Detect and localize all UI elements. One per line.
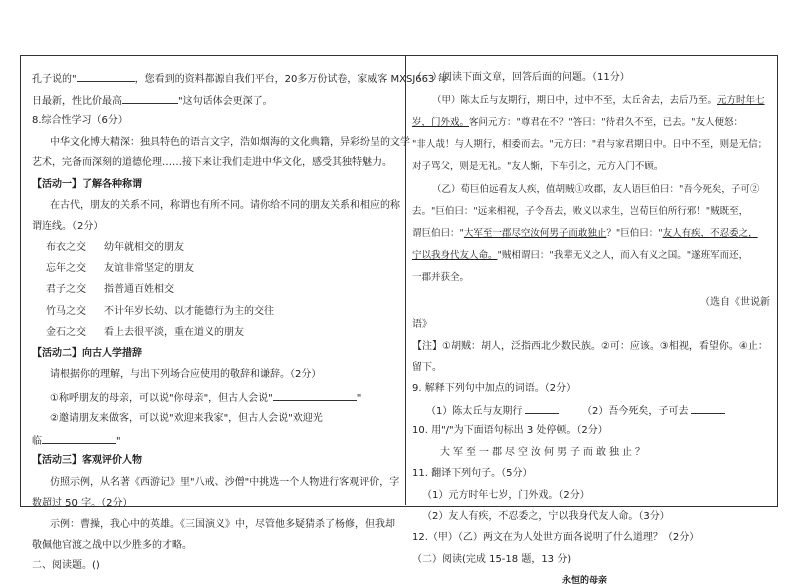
pair-name: 布衣之交 (46, 242, 86, 253)
question-9-item-2: （2）吾今死矣，子可去 (582, 404, 725, 418)
activity-2-question: 请根据你的理解，与出下列场合应使用的敬辞和谦辞。（2分） (50, 369, 322, 380)
answer-blank-1[interactable] (273, 391, 357, 401)
passage-a-line-1: （甲）陈太丘与友期行，期日中，过中不至，太丘舍去，去后乃至。元方时年七 (432, 95, 765, 106)
source-line-2: 语》 (412, 319, 432, 330)
passage-a-line-2: 岁，门外戏。客问元方："尊君在不？"答曰："待君久不至，已去。"友人便怒： (412, 117, 743, 128)
passage-a-line-3: "非人哉！与人期行，相委而去。"元方曰："君与家君期日中。日中不至，则是无信； (412, 139, 768, 150)
pair-name: 君子之交 (46, 284, 86, 295)
passage-a-line-4: 对子骂父，则是无礼。"友人惭，下车引之，元方入门不顾。 (412, 161, 664, 172)
question-11-item-1: （1）元方时年七岁，门外戏。（2分） (422, 490, 590, 501)
activity-3-question-2: 数超过 50 字。（2分） (32, 498, 133, 509)
activity-2-item-2-cont: 临 " (32, 436, 121, 447)
section-2-heading: 二、阅读题。() (32, 560, 100, 571)
note-line-2: 留下。 (412, 362, 442, 373)
intro-line-2: 艺术，完备而深刻的道德伦理……接下来让我们走进中华文化，感受其独特魅力。 (32, 157, 392, 168)
question-9-item-1: （1）陈太丘与友期行 (426, 404, 559, 418)
reading-1-heading: （一）阅读下面文章，回答后面的问题。（11分） (412, 72, 630, 83)
activity-1-heading: 【活动一】了解各种称谓 (32, 179, 142, 190)
passage-b-line-5: 一郡并获全。 (412, 272, 470, 283)
passage-b-line-1: （乙）荀巨伯远看友人疾，值胡贼①攻郡，友人语巨伯曰："吾今死矣，子可② (432, 184, 760, 195)
question-10-sentence: 大军至一郡尽空汝何男子而敢独止？ (440, 447, 648, 458)
line-2: 日最新，性比价最高 "这句话体会更深了。 (32, 96, 273, 107)
question-12: 12.（甲）（乙）两文在为人处世方面各说明了什么道理？（2分） (412, 532, 700, 543)
intro-line-1: 中华文化博大精深：独具特色的语言文字，浩如烟海的文化典籍，异彩纷呈的文学 (50, 137, 410, 148)
column-divider (405, 55, 406, 505)
activity-3-heading: 【活动三】客观评价人物 (32, 455, 142, 466)
activity-2-item-2: ②邀请朋友来做客，可以说"欢迎来我家"，但古人会说"欢迎光 (50, 413, 323, 424)
activity-2-item-1: ①称呼朋友的母亲，可以说"你母亲"，但古人会说" " (50, 393, 362, 404)
question-9: 9. 解释下列句中加点的词语。（2分） (412, 383, 577, 394)
question-11-item-2: （2）友人有疾，不忍委之，宁以我身代友人命。（3分） (422, 511, 670, 522)
pair-desc: 看上去很平淡，重在道义的朋友 (104, 327, 244, 338)
note-line-1: 【注】①胡贼：胡人，泛指西北少数民族。②可：应该。③相视，看望你。④止： (412, 341, 768, 352)
passage-b-line-3: 谓巨伯曰："大军至一郡尽空汝何男子而敢独止？"巨伯曰："友人有疾，不忍委之， (412, 228, 758, 239)
activity-3-question-1: 仿照示例，从名著《西游记》里"八戒、沙僧"中挑选一个人物进行客观评价，字 (50, 477, 400, 488)
pair-desc: 指普通百姓相交 (104, 284, 174, 295)
question-8-heading: 8.综合性学习（6分） (32, 115, 128, 126)
pair-desc: 不计年岁长幼、以才能德行为主的交往 (104, 306, 274, 317)
blank-1[interactable] (77, 72, 135, 82)
passage-b-line-4: 宁以我身代友人命。"贼相谓曰："我辈无义之人，而入有义之国。"遂班军而还， (412, 250, 749, 261)
pair-desc: 幼年就相交的朋友 (104, 242, 184, 253)
q9-blank-2[interactable] (691, 404, 725, 414)
activity-2-heading: 【活动二】向古人学措辞 (32, 348, 142, 359)
pair-name: 竹马之交 (46, 306, 86, 317)
answer-blank-2[interactable] (42, 434, 116, 444)
blank-2[interactable] (122, 94, 178, 104)
question-11: 11. 翻译下列句子。（5分） (412, 468, 533, 479)
pair-name: 金石之交 (46, 327, 86, 338)
activity-1-question-1: 在古代，朋友的关系不同，称谓也有所不同。请你给不同的朋友关系和相应的称 (50, 200, 400, 211)
pair-name: 忘年之交 (46, 263, 86, 274)
reading-2-heading: （二）阅读(完成 15-18 题，13 分) (412, 554, 572, 565)
source-line-1: （选自《世说新 (700, 297, 770, 308)
q9-blank-1[interactable] (525, 404, 559, 414)
activity-1-question-2: 谓连线。（2分） (32, 221, 104, 232)
question-10: 10. 用"/"为下面语句标出 3 处停顿。（2分） (412, 425, 608, 436)
passage-b-line-2: 去。"巨伯曰："远来相视，子令吾去，败义以求生，岂荀巨伯所行邪！"贼既至， (412, 206, 749, 217)
example-line-1: 示例：曹操，我心中的英雄。《三国演义》中，尽管他多疑猜杀了杨修，但我却 (50, 519, 395, 530)
article-title: 永恒的母亲 (562, 576, 608, 586)
pair-desc: 友谊非常坚定的朋友 (104, 263, 194, 274)
line-1: 孔子说的" ，您看到的资料都源自我们平台，20多万份试卷，家威客 MXSJ663 每 (32, 74, 448, 85)
example-line-2: 敬佩他官渡之战中以少胜多的才略。 (32, 540, 192, 551)
